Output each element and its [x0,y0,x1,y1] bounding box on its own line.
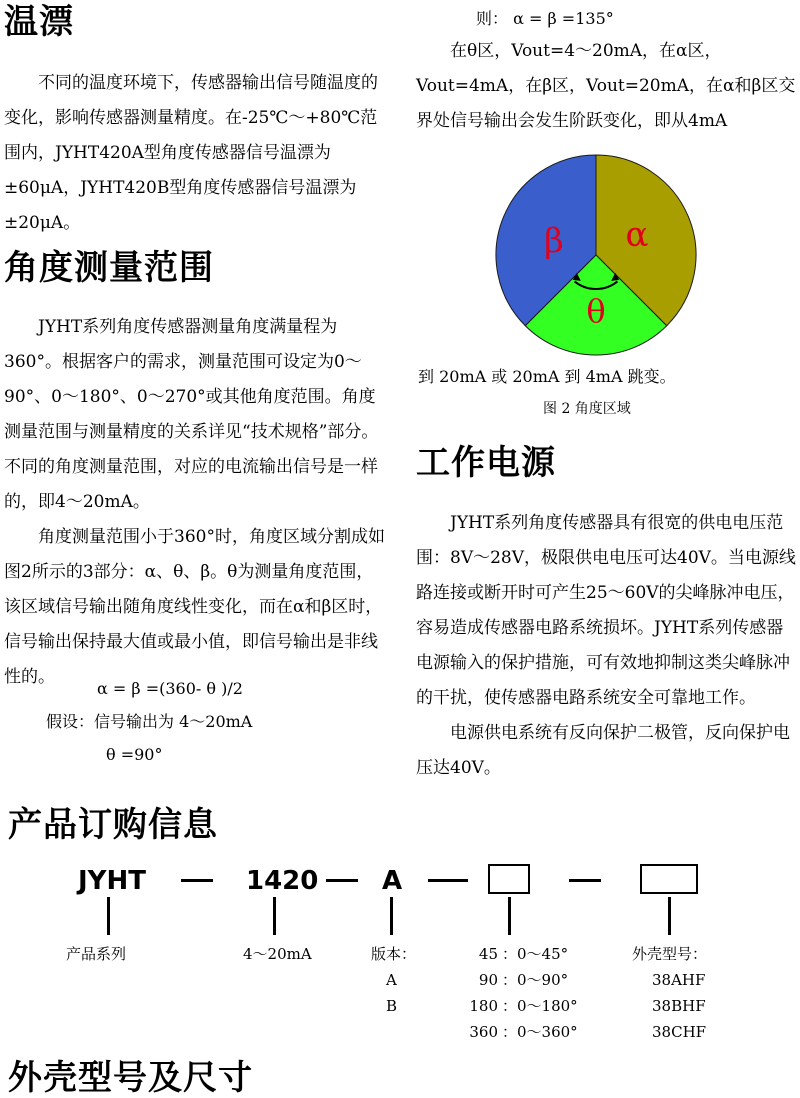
order-dash-2 [326,879,358,882]
housing-option: 38BHF [652,997,706,1015]
range-value: ：0～360° [502,1023,578,1041]
range-code: 90 [478,971,498,989]
order-range-placeholder-box [488,864,530,894]
temp-drift-text: 不同的温度环境下，传感器输出信号随温度的变化，影响传感器测量精度。在-25℃～+80℃范围内，JYHT420A型角度传感器信号温漂为±60μA，JYHT420B型角度传感器信号温漂为±20μA。 [4,73,378,233]
label-housing-model: 外壳型号： [632,945,708,963]
temp-drift-paragraph [4,66,388,241]
section-title-ordering: 产品订购信息 [8,805,218,845]
order-dash-4 [569,879,601,882]
order-connector-series [107,897,110,935]
label-version: 版本： [371,945,417,963]
order-dash-1 [181,879,213,882]
range-value: ：0～180° [502,997,578,1015]
range-code: 180 [469,997,498,1015]
angle-region-pie-chart [494,152,698,358]
label-current-output: 4～20mA [243,945,312,963]
assumption-line: 假设：信号输出为 4～20mA [46,712,253,731]
order-dash-3 [428,879,468,882]
order-code-version: A [382,866,403,896]
order-code-series: JYHT [78,866,146,896]
pie-label-theta: θ [586,292,606,330]
power-text-2: 电源供电系统有反向保护二极管，反向保护电压达40V。 [416,723,790,778]
order-code-current: 1420 [246,866,319,896]
version-option: A [386,971,397,989]
after-figure-text: 到 20mA 或 20mA 到 4mA 跳变。 [418,367,676,386]
angle-range-text-1: JYHT系列角度传感器测量角度满量程为360°。根据客户的需求，测量范围可设定为0～90°、0～180°、0～270°或其他角度范围。角度测量范围与测量精度的关系详见“技术规格”部分。不同的角度测量范围，对应的电流输出信号是一样的，即4～20mA。 [4,317,379,512]
order-connector-current [273,897,276,935]
order-connector-housing [668,897,671,935]
section-title-power: 工作电源 [416,443,556,483]
power-text-1: JYHT系列角度传感器具有很宽的供电电压范围：8V～28V，极限供电电压可达40V。当电源线路连接或断开时可产生25～60V的尖峰脉冲电压，容易造成传感器电路系统损坏。JYHT系列传感器电源输入的保护措施，可有效地抑制这类尖峰脉冲的干扰，使传感器电路系统安全可靠地工作。 [416,513,796,708]
pie-label-alpha: α [625,215,649,255]
angle-range-paragraphs [4,310,388,695]
range-value: ：0～45° [502,945,569,963]
then-line: 则： α = β =135° [476,9,614,28]
range-code: 45 [478,945,498,963]
housing-option: 38AHF [652,971,706,989]
housing-option: 38CHF [652,1023,707,1041]
formula-line: α = β =(360- θ )/2 [97,679,243,698]
section-title-housing-dimensions: 外壳型号及尺寸 [8,1058,253,1098]
order-connector-version [390,897,393,935]
label-product-series: 产品系列 [66,945,127,963]
theta-value-line: θ =90° [106,745,163,764]
section-title-angle-range: 角度测量范围 [4,248,214,288]
power-paragraphs [416,506,796,786]
range-code: 360 [469,1023,498,1041]
region-paragraph [416,34,796,139]
range-value: ：0～90° [502,971,569,989]
order-housing-placeholder-box [640,864,698,894]
pie-label-beta: β [544,221,564,261]
version-option: B [386,997,398,1015]
region-text: 在θ区，Vout=4～20mA，在α区，Vout=4mA，在β区，Vout=20mA，在α和β区交界处信号输出会发生阶跃变化，即从4mA [416,41,796,131]
figure-caption: 图 2 角度区域 [543,401,631,417]
order-connector-range [508,897,511,935]
section-title-temp-drift: 温漂 [4,2,74,42]
angle-range-text-2: 角度测量范围小于360°时，角度区域分割成如图2所示的3部分：α、θ、β。θ为测量角度范围，该区域信号输出随角度线性变化，而在α和β区时，信号输出保持最大值或最小值，即信号输出是非线性的。 [4,527,385,687]
